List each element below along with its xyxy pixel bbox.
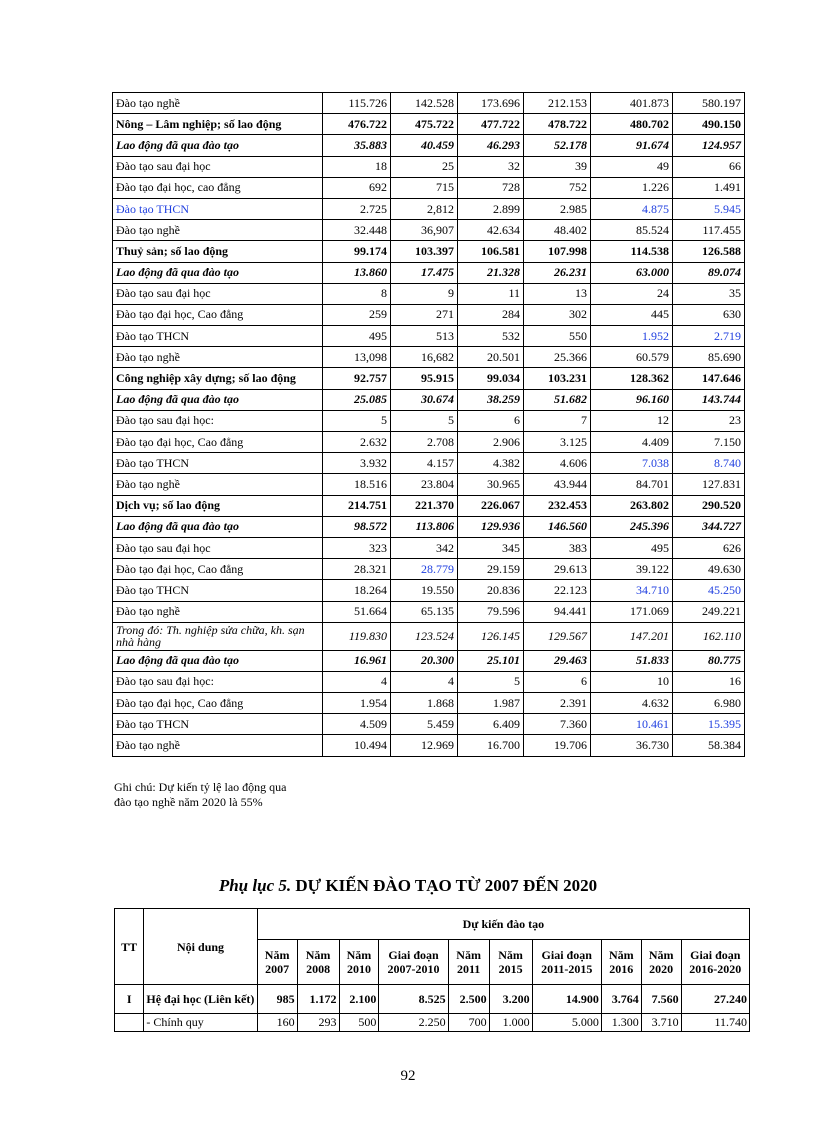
column-header: Giai đoạn 2011-2015 [532,940,601,985]
value-cell: 39 [524,156,591,177]
value-cell: 65.135 [391,601,458,622]
value-cell: 16,682 [391,347,458,368]
value-cell: 2.719 [673,326,745,347]
value-cell: 3.764 [601,985,641,1014]
value-cell: 92.757 [323,368,391,389]
value-cell: 13 [524,283,591,304]
value-cell: 2.906 [458,432,524,453]
value-cell: 4 [391,671,458,692]
value-cell: 51.682 [524,389,591,410]
value-cell: 692 [323,177,391,198]
value-cell: 1.491 [673,177,745,198]
table-row [113,495,745,516]
row-tt [115,1014,144,1032]
value-cell: 84.701 [591,474,673,495]
table-row [113,304,745,325]
value-cell: 4.632 [591,693,673,714]
value-cell: 490.150 [673,114,745,135]
value-cell: 249.221 [673,601,745,622]
value-cell: 12.969 [391,735,458,756]
value-cell: 143.744 [673,389,745,410]
table-row [113,650,745,671]
column-header: Giai đoạn 2016-2020 [681,940,749,985]
value-cell: 226.067 [458,495,524,516]
column-header: Năm 2011 [448,940,489,985]
table-row [113,198,745,219]
value-cell: 12 [591,410,673,431]
value-cell: 103.397 [391,241,458,262]
value-cell: 30.965 [458,474,524,495]
value-cell: 4.382 [458,453,524,474]
value-cell: 401.873 [591,93,673,114]
value-cell: 126.145 [458,622,524,650]
value-cell: 95.915 [391,368,458,389]
row-label: Đào tạo nghề [113,601,323,622]
value-cell: 36,907 [391,220,458,241]
value-cell: 63.000 [591,262,673,283]
value-cell: 91.674 [591,135,673,156]
value-cell: 13.860 [323,262,391,283]
table-row [113,453,745,474]
value-cell: 15.395 [673,714,745,735]
value-cell: 245.396 [591,516,673,537]
value-cell: 39.122 [591,559,673,580]
value-cell: 11 [458,283,524,304]
value-cell: 20.501 [458,347,524,368]
row-label: Đào tạo THCN [113,580,323,601]
value-cell: 52.178 [524,135,591,156]
table-row [113,93,745,114]
row-label: Đào tạo nghề [113,220,323,241]
row-label: Lao động đã qua đào tạo [113,262,323,283]
value-cell: 123.524 [391,622,458,650]
value-cell: 40.459 [391,135,458,156]
value-cell: 85.690 [673,347,745,368]
value-cell: 4.157 [391,453,458,474]
value-cell: 32 [458,156,524,177]
row-label: Lao động đã qua đào tạo [113,650,323,671]
row-label: Đào tạo THCN [113,453,323,474]
column-header: Năm 2008 [297,940,339,985]
value-cell: 30.674 [391,389,458,410]
header-content: Nội dung [144,909,257,985]
value-cell: 49 [591,156,673,177]
value-cell: 66 [673,156,745,177]
header-group: Dự kiến đào tạo [257,909,749,940]
value-cell: 7 [524,410,591,431]
value-cell: 728 [458,177,524,198]
value-cell: 1.952 [591,326,673,347]
value-cell: 259 [323,304,391,325]
row-label: Công nghiệp xây dựng; số lao động [113,368,323,389]
value-cell: 985 [257,985,297,1014]
value-cell: 34.710 [591,580,673,601]
value-cell: 4.606 [524,453,591,474]
table-row [115,1014,750,1032]
value-cell: 475.722 [391,114,458,135]
value-cell: 342 [391,537,458,558]
value-cell: 212.153 [524,93,591,114]
value-cell: 8.525 [379,985,448,1014]
labor-training-table [112,92,745,757]
value-cell: 25 [391,156,458,177]
value-cell: 1.987 [458,693,524,714]
value-cell: 263.802 [591,495,673,516]
value-cell: 142.528 [391,93,458,114]
value-cell: 129.567 [524,622,591,650]
value-cell: 20.300 [391,650,458,671]
table-row [113,601,745,622]
value-cell: 42.634 [458,220,524,241]
value-cell: 445 [591,304,673,325]
value-cell: 32.448 [323,220,391,241]
row-label: Đào tạo THCN [113,326,323,347]
value-cell: 25.101 [458,650,524,671]
value-cell: 79.596 [458,601,524,622]
table-row [113,432,745,453]
row-label: Trong đó: Th. nghiệp sửa chữa, kh. sạn nhà hàng [113,622,323,650]
row-label: Đào tạo đại học, Cao đẳng [113,304,323,325]
value-cell: 513 [391,326,458,347]
value-cell: 128.362 [591,368,673,389]
column-header: Năm 2007 [257,940,297,985]
table-row [113,241,745,262]
table-row [113,347,745,368]
value-cell: 5.459 [391,714,458,735]
value-cell: 23.804 [391,474,458,495]
appendix-label: Phụ lục 5. [218,876,292,895]
value-cell: 1.300 [601,1014,641,1032]
value-cell: 626 [673,537,745,558]
table-row [113,114,745,135]
footnote-line-1: Ghi chú: Dự kiến tỷ lệ lao động qua [114,780,287,794]
value-cell: 2.632 [323,432,391,453]
value-cell: 60.579 [591,347,673,368]
value-cell: 2.708 [391,432,458,453]
training-forecast-table [114,908,750,1032]
value-cell: 19.706 [524,735,591,756]
value-cell: 1.000 [489,1014,532,1032]
row-label: Đào tạo nghề [113,474,323,495]
value-cell: 18.516 [323,474,391,495]
value-cell: 45.250 [673,580,745,601]
value-cell: 17.475 [391,262,458,283]
value-cell: 106.581 [458,241,524,262]
row-label: Đào tạo nghề [113,93,323,114]
value-cell: 5 [391,410,458,431]
value-cell: 85.524 [591,220,673,241]
table-row [115,985,750,1014]
row-label: Lao động đã qua đào tạo [113,516,323,537]
value-cell: 18 [323,156,391,177]
value-cell: 13,098 [323,347,391,368]
value-cell: 580.197 [673,93,745,114]
value-cell: 4.875 [591,198,673,219]
column-header: Giai đoạn 2007-2010 [379,940,448,985]
value-cell: 1.954 [323,693,391,714]
value-cell: 5.000 [532,1014,601,1032]
value-cell: 344.727 [673,516,745,537]
page-number: 92 [400,1068,416,1084]
value-cell: 478.722 [524,114,591,135]
row-label: - Chính quy [144,1014,257,1032]
row-label: Thuỷ sản; số lao động [113,241,323,262]
value-cell: 114.538 [591,241,673,262]
value-cell: 124.957 [673,135,745,156]
header-tt: TT [115,909,144,985]
value-cell: 49.630 [673,559,745,580]
value-cell: 9 [391,283,458,304]
value-cell: 7.038 [591,453,673,474]
table-row [113,220,745,241]
value-cell: 495 [591,537,673,558]
value-cell: 27.240 [681,985,749,1014]
value-cell: 29.613 [524,559,591,580]
value-cell: 6.980 [673,693,745,714]
value-cell: 21.328 [458,262,524,283]
value-cell: 14.900 [532,985,601,1014]
row-label: Đào tạo sau đại học: [113,410,323,431]
value-cell: 2.725 [323,198,391,219]
value-cell: 46.293 [458,135,524,156]
value-cell: 293 [297,1014,339,1032]
value-cell: 532 [458,326,524,347]
value-cell: 16 [673,671,745,692]
value-cell: 6 [524,671,591,692]
value-cell: 345 [458,537,524,558]
value-cell: 22.123 [524,580,591,601]
value-cell: 24 [591,283,673,304]
column-header: Năm 2010 [339,940,379,985]
table-row [113,135,745,156]
value-cell: 715 [391,177,458,198]
value-cell: 147.201 [591,622,673,650]
value-cell: 480.702 [591,114,673,135]
value-cell: 25.366 [524,347,591,368]
table-row [113,368,745,389]
value-cell: 162.110 [673,622,745,650]
table-row [113,326,745,347]
value-cell: 5 [458,671,524,692]
table-row [113,262,745,283]
value-cell: 2.500 [448,985,489,1014]
footnote-line-2: đào tạo nghề năm 2020 là 55% [114,795,263,809]
value-cell: 3.710 [641,1014,681,1032]
value-cell: 477.722 [458,114,524,135]
value-cell: 8 [323,283,391,304]
value-cell: 3.125 [524,432,591,453]
value-cell: 500 [339,1014,379,1032]
value-cell: 99.174 [323,241,391,262]
row-label: Đào tạo sau đại học [113,156,323,177]
value-cell: 1.868 [391,693,458,714]
value-cell: 38.259 [458,389,524,410]
table-row [113,580,745,601]
value-cell: 126.588 [673,241,745,262]
table-row [113,622,745,650]
row-label: Lao động đã qua đào tạo [113,135,323,156]
value-cell: 171.069 [591,601,673,622]
value-cell: 6 [458,410,524,431]
value-cell: 160 [257,1014,297,1032]
value-cell: 117.455 [673,220,745,241]
value-cell: 51.833 [591,650,673,671]
value-cell: 4.409 [591,432,673,453]
appendix-heading: DỰ KIẾN ĐÀO TẠO TỪ 2007 ĐẾN 2020 [295,876,598,895]
table-row [113,714,745,735]
value-cell: 4.509 [323,714,391,735]
value-cell: 2.899 [458,198,524,219]
column-header: Năm 2016 [601,940,641,985]
value-cell: 5 [323,410,391,431]
row-label: Đào tạo nghề [113,735,323,756]
row-label: Đào tạo nghề [113,347,323,368]
value-cell: 700 [448,1014,489,1032]
value-cell: 2.100 [339,985,379,1014]
table-row [113,283,745,304]
value-cell: 752 [524,177,591,198]
table-row [113,474,745,495]
value-cell: 43.944 [524,474,591,495]
value-cell: 26.231 [524,262,591,283]
value-cell: 7.150 [673,432,745,453]
value-cell: 127.831 [673,474,745,495]
value-cell: 58.384 [673,735,745,756]
row-label: Đào tạo sau đại học: [113,671,323,692]
value-cell: 1.226 [591,177,673,198]
value-cell: 284 [458,304,524,325]
value-cell: 10 [591,671,673,692]
table-row [113,693,745,714]
value-cell: 10.494 [323,735,391,756]
value-cell: 94.441 [524,601,591,622]
value-cell: 2.391 [524,693,591,714]
value-cell: 29.159 [458,559,524,580]
row-label: Đào tạo đại học, Cao đẳng [113,432,323,453]
value-cell: 2.250 [379,1014,448,1032]
table-row [113,537,745,558]
row-label: Hệ đại học (Liên kết) [144,985,257,1014]
value-cell: 323 [323,537,391,558]
value-cell: 115.726 [323,93,391,114]
table-row [113,389,745,410]
value-cell: 99.034 [458,368,524,389]
value-cell: 28.779 [391,559,458,580]
value-cell: 11.740 [681,1014,749,1032]
row-label: Đào tạo sau đại học [113,283,323,304]
value-cell: 18.264 [323,580,391,601]
value-cell: 495 [323,326,391,347]
value-cell: 25.085 [323,389,391,410]
value-cell: 35.883 [323,135,391,156]
row-label: Nông – Lâm nghiệp; số lao động [113,114,323,135]
value-cell: 119.830 [323,622,391,650]
table-row [113,516,745,537]
value-cell: 7.560 [641,985,681,1014]
table-row [113,671,745,692]
value-cell: 476.722 [323,114,391,135]
value-cell: 16.961 [323,650,391,671]
value-cell: 89.074 [673,262,745,283]
value-cell: 113.806 [391,516,458,537]
value-cell: 6.409 [458,714,524,735]
value-cell: 173.696 [458,93,524,114]
value-cell: 1.172 [297,985,339,1014]
value-cell: 51.664 [323,601,391,622]
value-cell: 550 [524,326,591,347]
value-cell: 48.402 [524,220,591,241]
value-cell: 214.751 [323,495,391,516]
table-row [113,156,745,177]
value-cell: 3.200 [489,985,532,1014]
row-label: Đào tạo đại học, Cao đẳng [113,693,323,714]
row-label: Lao động đã qua đào tạo [113,389,323,410]
value-cell: 19.550 [391,580,458,601]
table-row [113,177,745,198]
value-cell: 290.520 [673,495,745,516]
value-cell: 7.360 [524,714,591,735]
value-cell: 103.231 [524,368,591,389]
value-cell: 36.730 [591,735,673,756]
value-cell: 96.160 [591,389,673,410]
value-cell: 271 [391,304,458,325]
row-tt: I [115,985,144,1014]
table-row [113,735,745,756]
row-label: Đào tạo đại học, Cao đẳng [113,559,323,580]
value-cell: 35 [673,283,745,304]
value-cell: 232.453 [524,495,591,516]
value-cell: 4 [323,671,391,692]
value-cell: 80.775 [673,650,745,671]
value-cell: 302 [524,304,591,325]
value-cell: 107.998 [524,241,591,262]
value-cell: 146.560 [524,516,591,537]
column-header: Năm 2015 [489,940,532,985]
row-label: Đào tạo THCN [113,714,323,735]
value-cell: 16.700 [458,735,524,756]
value-cell: 630 [673,304,745,325]
row-label: Đào tạo đại học, cao đẳng [113,177,323,198]
value-cell: 2.985 [524,198,591,219]
value-cell: 147.646 [673,368,745,389]
value-cell: 23 [673,410,745,431]
value-cell: 5.945 [673,198,745,219]
value-cell: 29.463 [524,650,591,671]
value-cell: 2,812 [391,198,458,219]
table-row [113,559,745,580]
footnote [114,780,286,810]
table-row [113,410,745,431]
value-cell: 28.321 [323,559,391,580]
value-cell: 383 [524,537,591,558]
value-cell: 98.572 [323,516,391,537]
appendix-title [0,876,816,896]
column-header: Năm 2020 [641,940,681,985]
value-cell: 3.932 [323,453,391,474]
row-label: Đào tạo sau đại học [113,537,323,558]
row-label: Dịch vụ; số lao động [113,495,323,516]
value-cell: 10.461 [591,714,673,735]
value-cell: 221.370 [391,495,458,516]
value-cell: 8.740 [673,453,745,474]
row-label: Đào tạo THCN [113,198,323,219]
value-cell: 129.936 [458,516,524,537]
value-cell: 20.836 [458,580,524,601]
